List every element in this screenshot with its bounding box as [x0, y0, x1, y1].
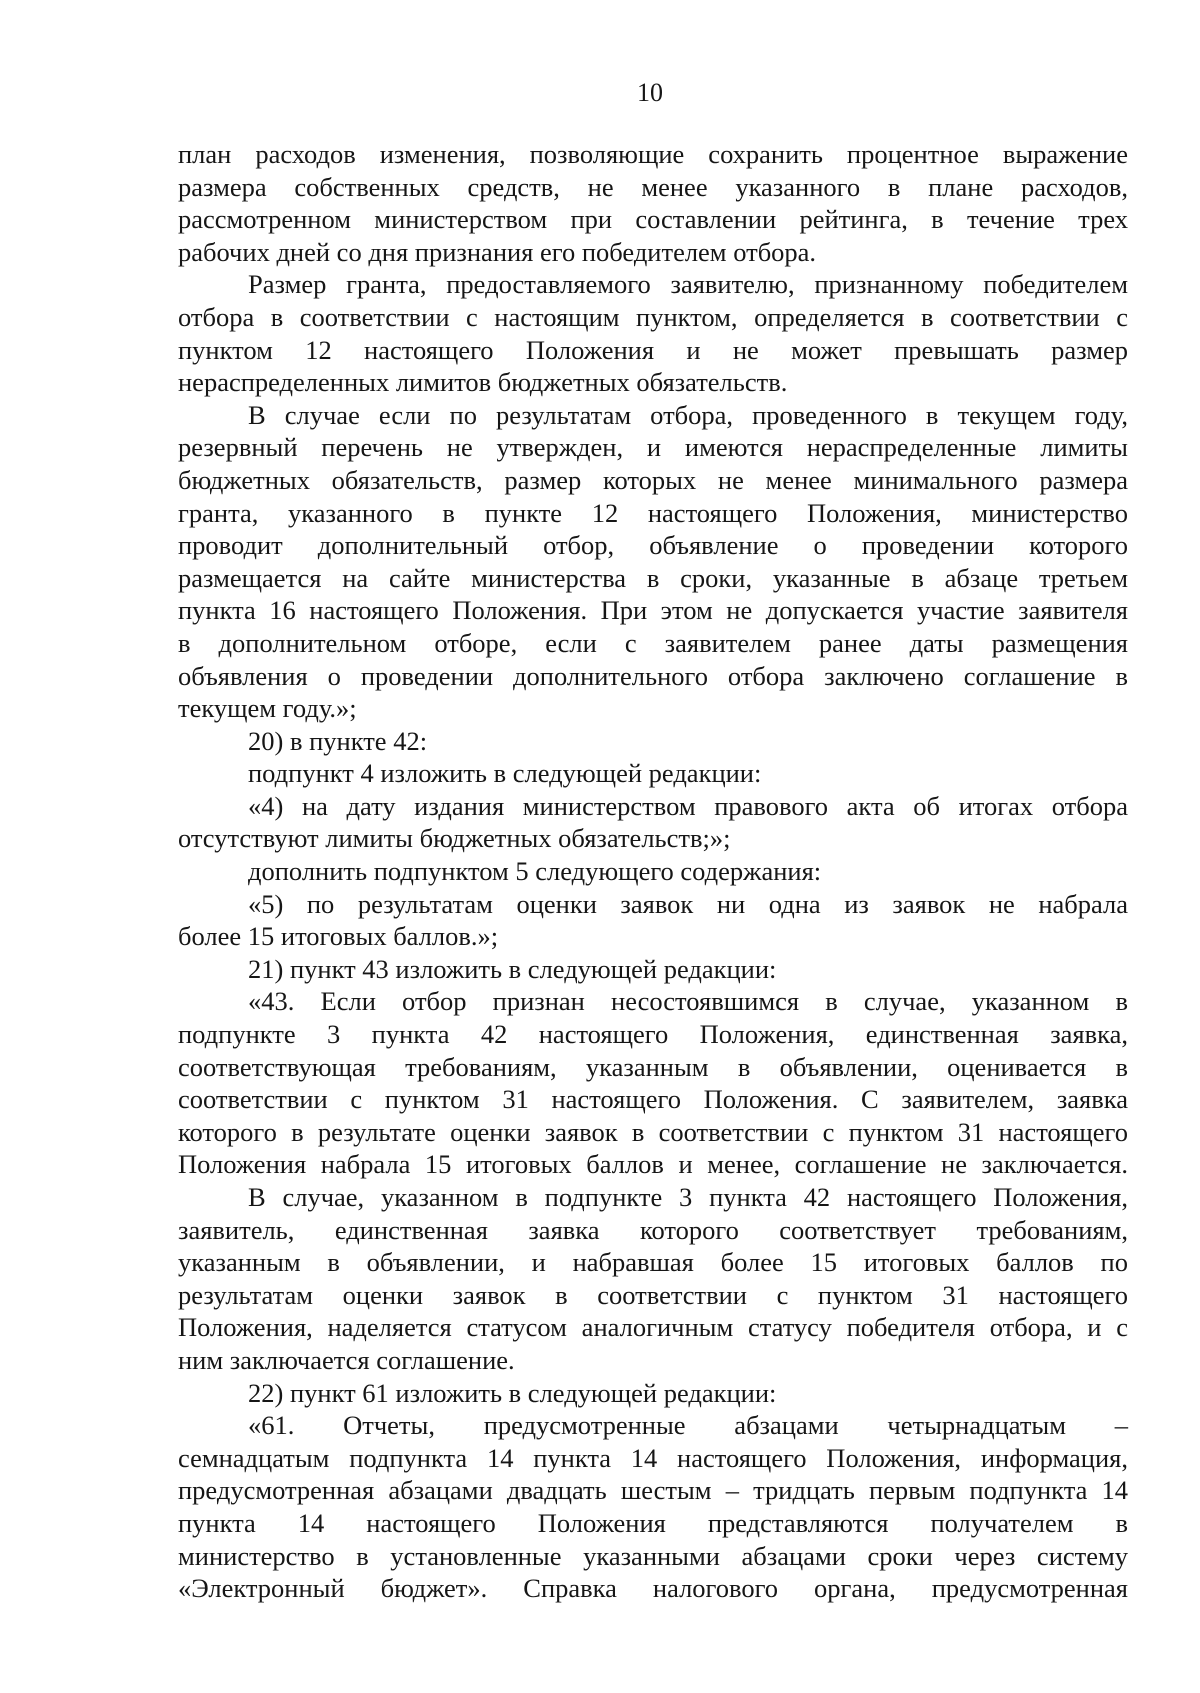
text-line: размера собственных средств, не менее указанного в плане расходов,	[178, 171, 1128, 202]
text-line: подпункт 4 изложить в следующей редакции:	[248, 758, 762, 789]
text-line: министерство в установленные указанными абзацами сроки через систему	[178, 1540, 1128, 1571]
text-line: рассмотренном министерством при составлении рейтинга, в течение трех	[178, 204, 1128, 235]
text-line: гранта, указанного в пункте 12 настоящего Положения, министерство	[178, 497, 1128, 528]
text-line: «4) на дату издания министерством правового акта об итогах отбора	[248, 790, 1128, 821]
text-line: В случае, указанном в подпункте 3 пункта 42 настоящего Положения,	[248, 1182, 1128, 1212]
text-line: «43. Если отбор признан несостоявшимся в случае, указанном в	[248, 986, 1128, 1017]
text-line: Размер гранта, предоставляемого заявителю, признанному победителем	[248, 269, 1128, 300]
text-line: подпункте 3 пункта 42 настоящего Положения, единственная заявка,	[178, 1019, 1128, 1050]
text-line: объявления о проведении дополнительного отбора заключено соглашение в	[178, 660, 1128, 691]
text-line: соответствующая требованиям, указанным в объявлении, оценивается в	[178, 1051, 1128, 1082]
text-line: «Электронный бюджет». Справка налогового органа, предусмотренная	[178, 1573, 1128, 1604]
text-line: В случае если по результатам отбора, проведенного в текущем году,	[248, 399, 1128, 430]
text-line: размещается на сайте министерства в сроки, указанные в абзаце третьем	[178, 562, 1128, 593]
text-line: нераспределенных лимитов бюджетных обязательств.	[178, 367, 788, 398]
text-line: пунктом 12 настоящего Положения и не может превышать размер	[178, 334, 1128, 365]
text-line: дополнить подпунктом 5 следующего содержания:	[248, 856, 822, 887]
text-line: результатам оценки заявок в соответствии с пунктом 31 настоящего	[178, 1279, 1128, 1310]
text-line: рабочих дней со дня признания его победителем отбора.	[178, 236, 817, 267]
text-line: проводит дополнительный отбор, объявление о проведении которого	[178, 530, 1128, 561]
text-line: «61. Отчеты, предусмотренные абзацами четырнадцатым –	[248, 1410, 1128, 1441]
text-line: 21) пункт 43 изложить в следующей редакции:	[248, 953, 777, 984]
text-line: отсутствуют лимиты бюджетных обязательств;»;	[178, 823, 731, 854]
text-line: более 15 итоговых баллов.»;	[178, 921, 499, 952]
page-number: 10	[637, 78, 663, 107]
text-line: соответствии с пунктом 31 настоящего Положения. С заявителем, заявка	[178, 1084, 1128, 1115]
text-line: семнадцатым подпункта 14 пункта 14 настоящего Положения, информация,	[178, 1442, 1128, 1473]
text-line: 22) пункт 61 изложить в следующей редакции:	[248, 1377, 777, 1408]
text-line: отбора в соответствии с настоящим пунктом, определяется в соответствии с	[178, 301, 1128, 332]
text-line: заявитель, единственная заявка которого соответствует требованиям,	[178, 1214, 1128, 1245]
text-line: в дополнительном отборе, если с заявителем ранее даты размещения	[178, 627, 1128, 658]
text-line: указанным в объявлении, и набравшая более 15 итоговых баллов по	[178, 1247, 1128, 1278]
text-line: текущем году.»;	[178, 693, 357, 724]
text-line: резервный перечень не утвержден, и имеются нераспределенные лимиты	[178, 432, 1128, 463]
text-line: пункта 14 настоящего Положения представляются получателем в	[178, 1507, 1128, 1538]
text-line: которого в результате оценки заявок в соответствии с пунктом 31 настоящего	[178, 1116, 1128, 1147]
text-line: бюджетных обязательств, размер которых не менее минимального размера	[178, 464, 1128, 495]
text-line: предусмотренная абзацами двадцать шестым – тридцать первым подпункта 14	[178, 1475, 1128, 1506]
text-line: пункта 16 настоящего Положения. При этом не допускается участие заявителя	[178, 595, 1128, 626]
text-line: 20) в пункте 42:	[248, 725, 428, 756]
text-line: ним заключается соглашение.	[178, 1344, 515, 1375]
document-body	[178, 138, 1128, 1605]
text-line: Положения, наделяется статусом аналогичным статусу победителя отбора, и с	[178, 1312, 1128, 1343]
text-line: Положения набрала 15 итоговых баллов и менее, соглашение не заключается.	[178, 1149, 1128, 1180]
text-line: план расходов изменения, позволяющие сохранить процентное выражение	[178, 139, 1128, 169]
text-line: «5) по результатам оценки заявок ни одна из заявок не набрала	[248, 888, 1128, 919]
